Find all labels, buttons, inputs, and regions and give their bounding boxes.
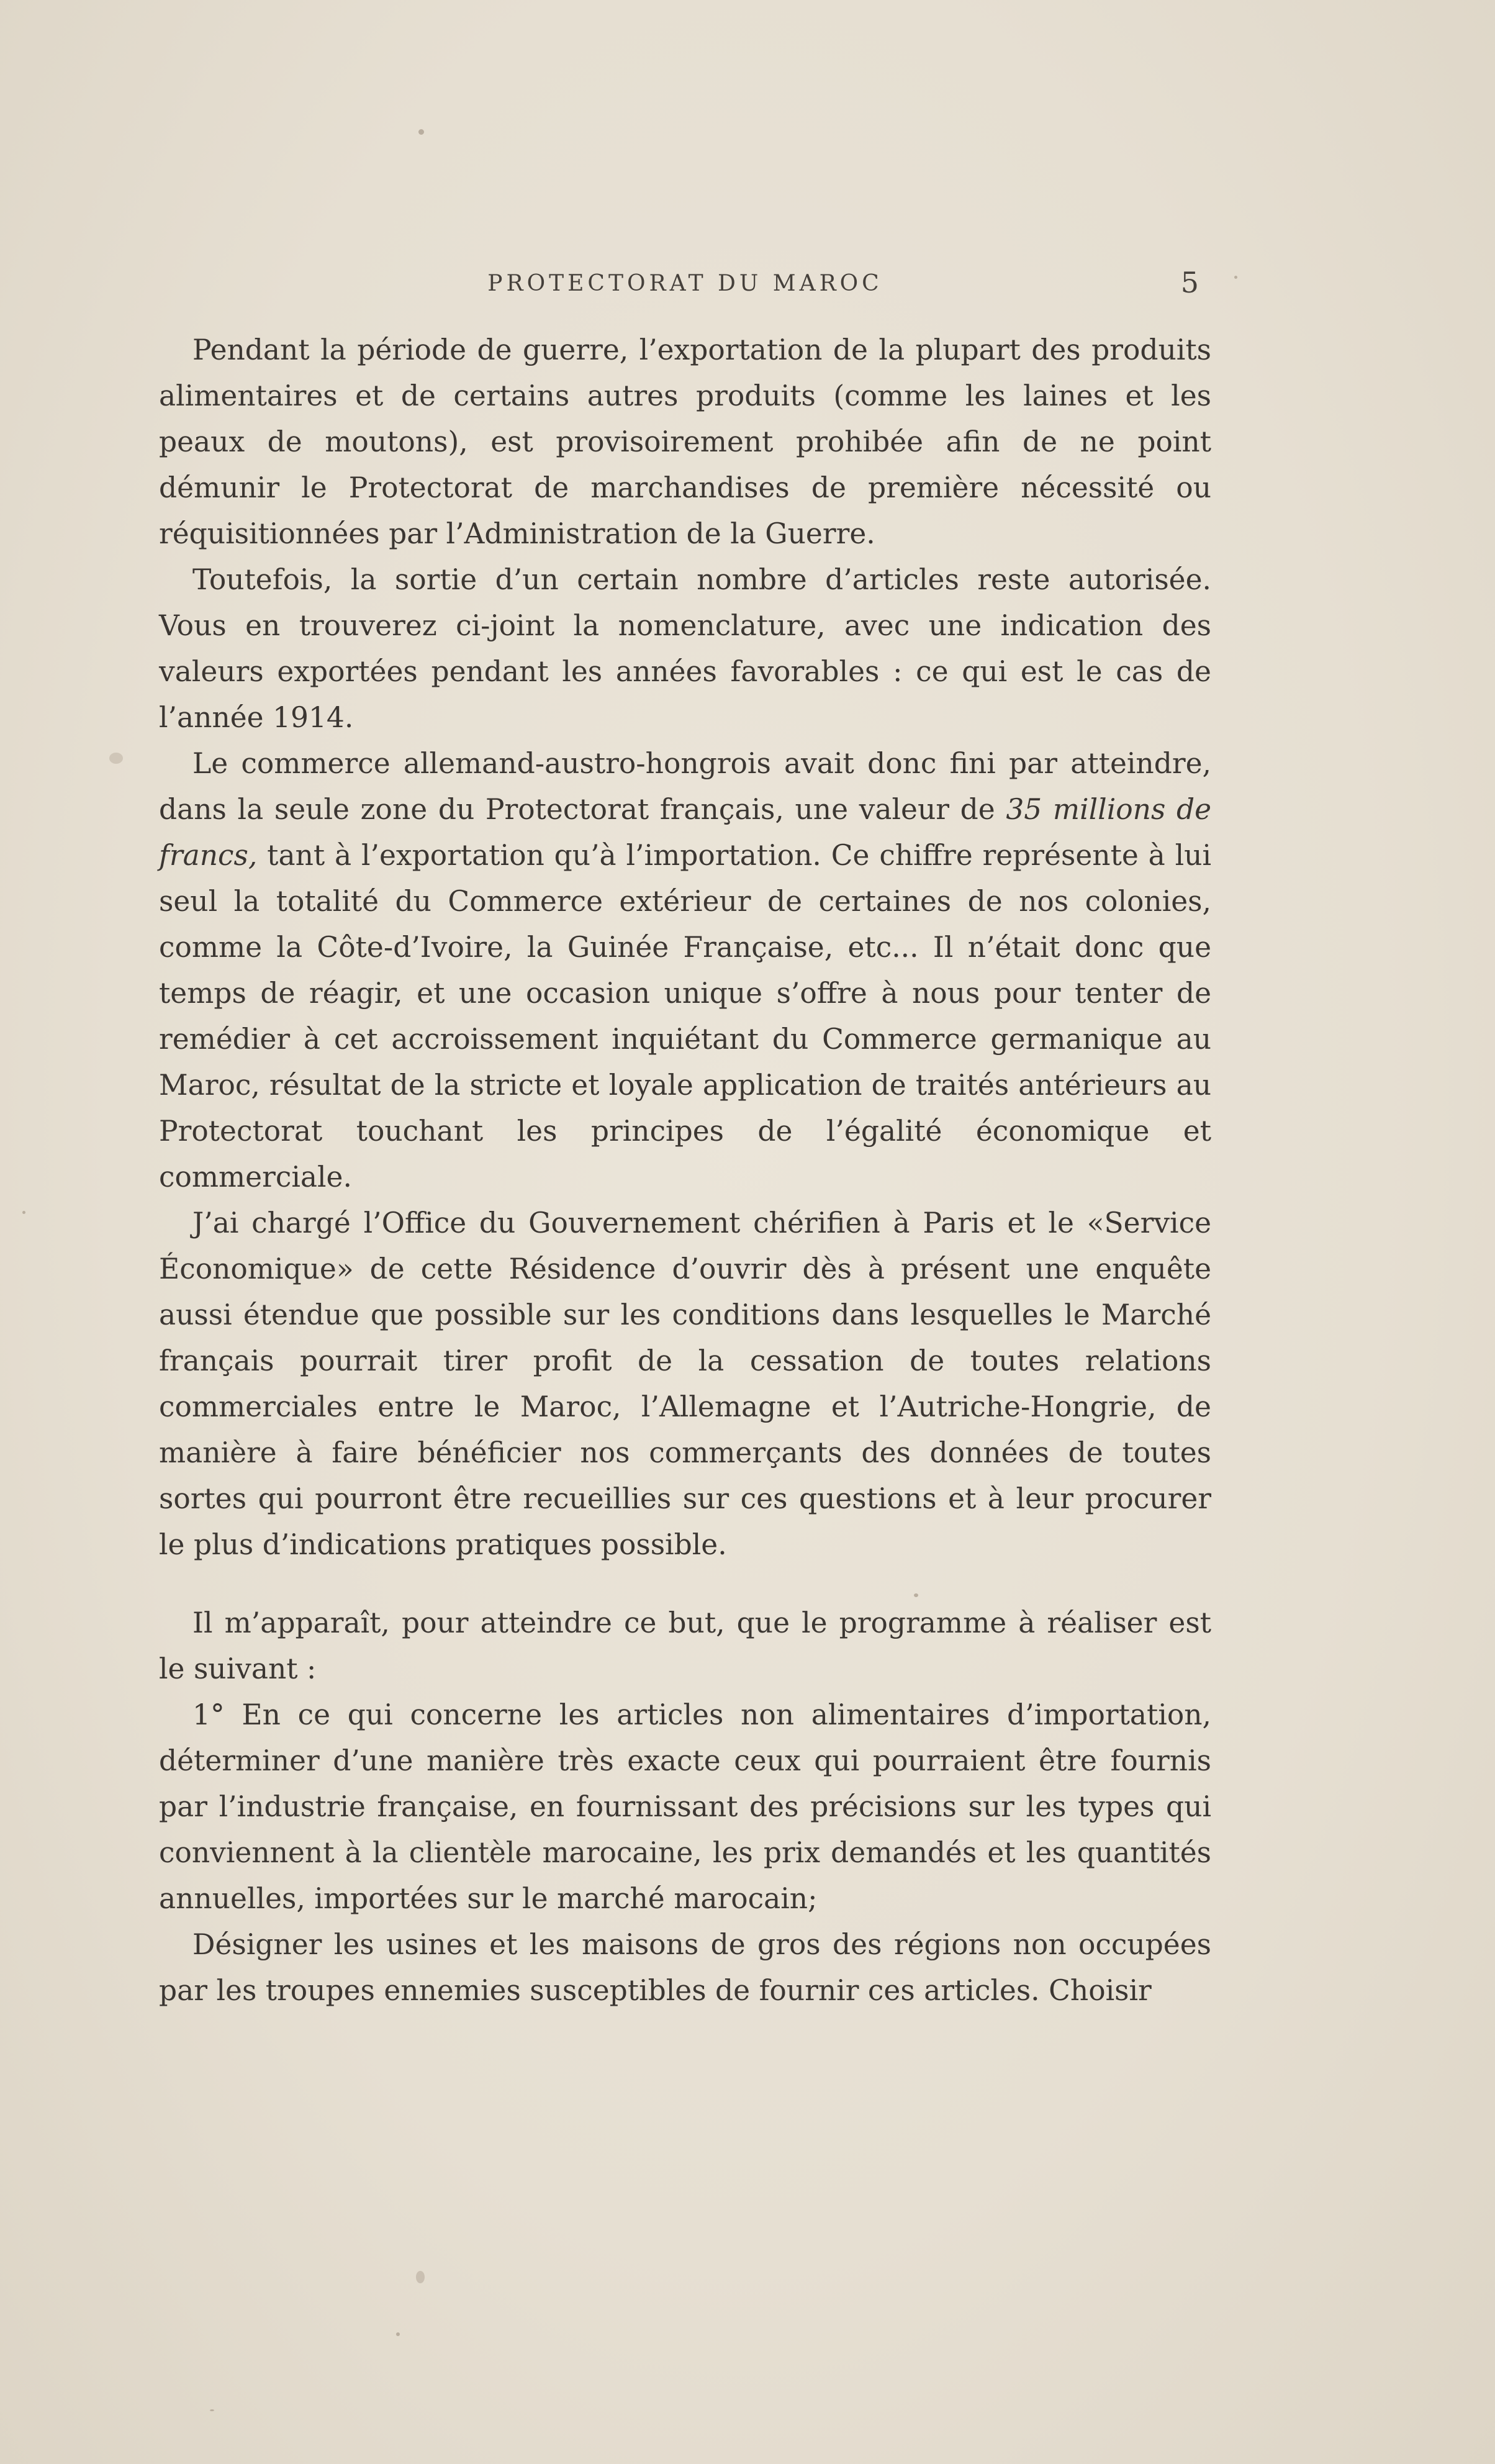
paper-speck (109, 753, 123, 764)
page-header (159, 266, 1211, 301)
paragraph-german-commerce-end: tant à l’exportation qu’à l’importation. Ce chiffre représente à lui seul la totalité du Commerce extérieur de certaines de nos colonies, comme la Côte-d’Ivoire, la Guinée Française, etc... Il n’était donc que temps de réagir, et une occasion unique s’offre à nous pour tenter de remédier à cet accroissement inquiétant du Commerce germanique au Maroc, résultat de la stricte et loyale application de traités antérieurs au Protectorat touchant les principes de l’égalité économique et commerciale. (159, 839, 1211, 1194)
page-number: 5 (1180, 266, 1199, 299)
paper-speck (1234, 276, 1237, 279)
paper-speck (418, 129, 424, 135)
paragraph-inquiry: J’ai chargé l’Office du Gouvernement chérifien à Paris et le «Service Économique» de cette Résidence d’ouvrir dès à présent une enquête aussi étendue que possible sur les conditions dans lesquelles le Marché français pourrait tirer profit de la cessation de toutes relations commerciales entre le Maroc, l’Allemagne et l’Autriche-Hongrie, de manière à faire bénéficier nos commerçants des données de toutes sortes qui pourront être recueillies sur ces questions et à leur procurer le plus d’indications pratiques possible. (159, 1207, 1211, 1561)
paper-speck (914, 1593, 918, 1597)
emphasis-35-millions: 35 millions de francs, (159, 793, 1211, 872)
paragraph-german-commerce-start: Le commerce allemand-austro-hongrois avait donc fini par atteindre, dans la seule zone du Protectorat français, une valeur de (159, 747, 1211, 826)
paragraph-authorized-exports: Toutefois, la sortie d’un certain nombre d’articles reste autorisée. Vous en trouverez ci-joint la nomenclature, avec une indication des valeurs exportées pendant les années favorables : ce qui est le cas de l’année 1914. (159, 563, 1211, 734)
paper-speck (22, 1211, 25, 1214)
paragraph-wartime-export: Pendant la période de guerre, l’exportation de la plupart des produits alimentaires et de certains autres produits (comme les laines et les peaux de moutons), est provisoirement prohibée afin de ne point démunir le Protectorat de marchandises de première nécessité ou réquisitionnées par l’Administration de la Guerre. (159, 333, 1211, 550)
paragraph-programme: Il m’apparaît, pour atteindre ce but, que le programme à réaliser est le suivant : (159, 1606, 1211, 1685)
running-head: PROTECTORAT DU MAROC (487, 271, 883, 296)
body-text (159, 327, 1211, 2014)
paper-speck (396, 2332, 400, 2336)
paragraph-designate-factories: Désigner les usines et les maisons de gros des régions non occupées par les troupes ennemies susceptibles de fournir ces articles. Choisir (159, 1928, 1211, 2007)
paragraph-german-commerce (159, 741, 1211, 1200)
paper-speck (416, 2271, 425, 2283)
paper-speck (210, 2409, 214, 2411)
paragraph-item-1: 1° En ce qui concerne les articles non alimentaires d’importation, déterminer d’une manière très exacte ceux qui pourraient être fournis par l’industrie française, en fournissant des précisions sur les types qui conviennent à la clientèle marocaine, les prix demandés et les quantités annuelles, importées sur le marché marocain; (159, 1698, 1211, 1915)
